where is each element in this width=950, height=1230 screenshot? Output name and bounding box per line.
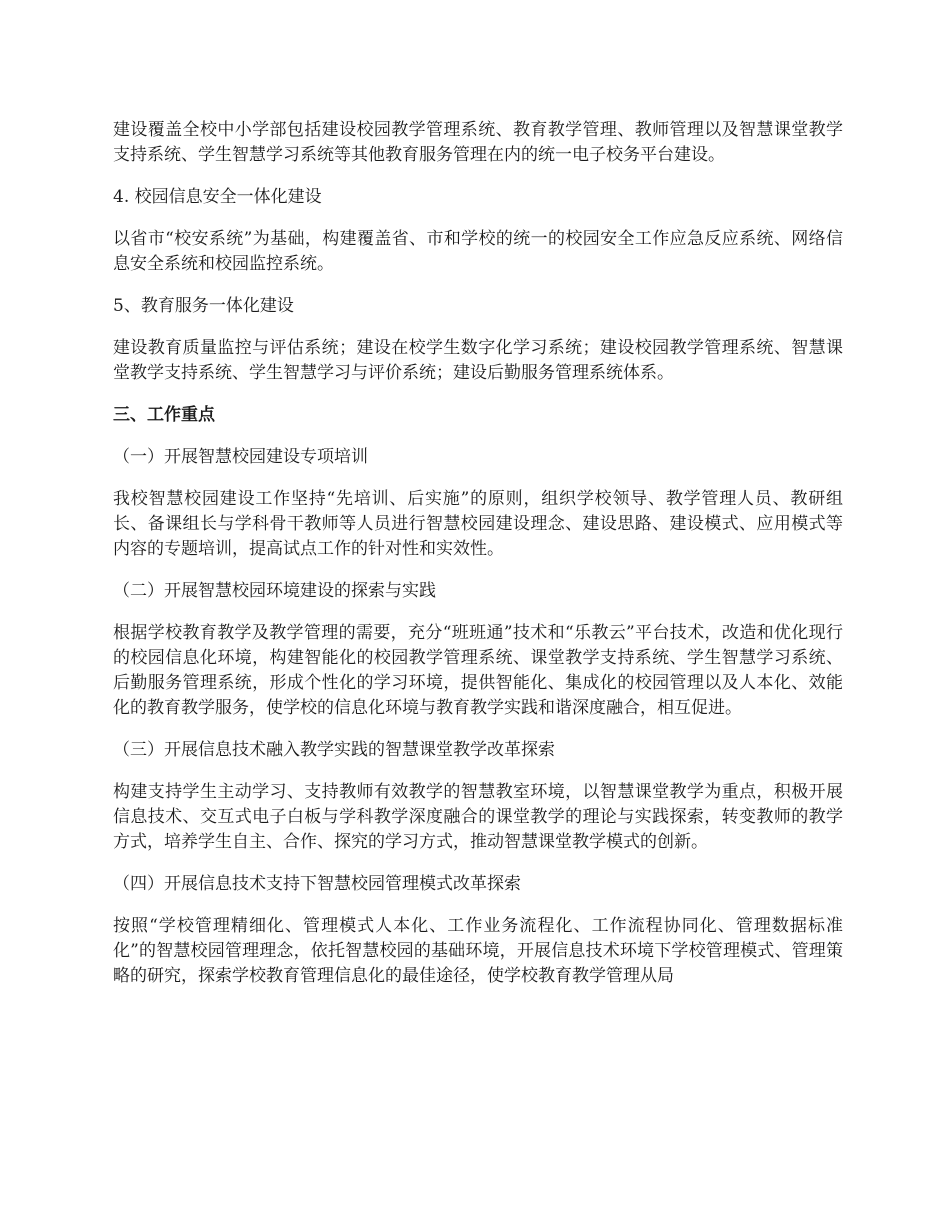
paragraph-education-service: 建设教育质量监控与评估系统；建设在校学生数字化学习系统；建设校园教学管理系统、智慧课堂教学支持系统、学生智慧学习与评价系统；建设后勤服务管理系统体系。: [113, 338, 843, 383]
document-body: [113, 118, 843, 1006]
heading-training: （一）开展智慧校园建设专项培训: [113, 447, 368, 467]
paragraph-environment: 根据学校教育教学及教学管理的需要，充分“班班通”技术和“乐教云”平台技术，改造和优化现行的校园信息化环境，构建智能化的校园教学管理系统、课堂教学支持系统、学生智慧学习系统、后勤服务管理系统，形成个性化的学习环境，提供智能化、集成化的校园管理以及人本化、效能化的教育教学服务，使学校的信息化环境与教育教学实践和谐深度融合，相互促进。: [113, 623, 843, 718]
paragraph-campus-security: 以省市“校安系统”为基础，构建覆盖省、市和学校的统一的校园安全工作应急反应系统、网络信息安全系统和校园监控系统。: [113, 229, 843, 274]
paragraph-smart-classroom: 构建支持学生主动学习、支持教师有效教学的智慧教室环境，以智慧课堂教学为重点，积极开展信息技术、交互式电子白板与学科教学深度融合的课堂教学的理论与实践探索，转变教师的教学方式，培养学生自主、合作、探究的学习方式，推动智慧课堂教学模式的创新。: [113, 782, 843, 852]
paragraph-training: 我校智慧校园建设工作坚持“先培训、后实施”的原则，组织学校领导、教学管理人员、教研组长、备课组长与学科骨干教师等人员进行智慧校园建设理念、建设思路、建设模式、应用模式等内容的专题培训，提高试点工作的针对性和实效性。: [113, 489, 843, 559]
paragraph-platform-construction: 建设覆盖全校中小学部包括建设校园教学管理系统、教育教学管理、教师管理以及智慧课堂教学支持系统、学生智慧学习系统等其他教育服务管理在内的统一电子校务平台建设。: [113, 120, 843, 165]
heading-smart-classroom: （三）开展信息技术融入教学实践的智慧课堂教学改革探索: [113, 740, 555, 760]
heading-management-model: （四）开展信息技术支持下智慧校园管理模式改革探索: [113, 874, 521, 894]
heading-campus-security: 4. 校园信息安全一体化建设: [113, 187, 322, 207]
paragraph-management-model: 按照“学校管理精细化、管理模式人本化、工作业务流程化、工作流程协同化、管理数据标准化”的智慧校园管理理念，依托智慧校园的基础环境，开展信息技术环境下学校管理模式、管理策略的研究，探索学校教育管理信息化的最佳途径，使学校教育教学管理从局: [113, 916, 843, 986]
heading-environment: （二）开展智慧校园环境建设的探索与实践: [113, 581, 436, 601]
heading-education-service: 5、教育服务一体化建设: [113, 296, 294, 316]
section-title-work-focus: 三、工作重点: [113, 405, 215, 425]
